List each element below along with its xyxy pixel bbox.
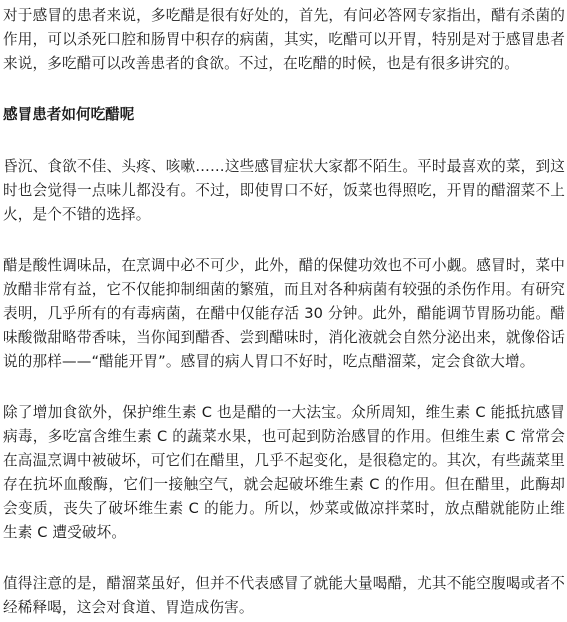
intro-paragraph: 对于感冒的患者来说，多吃醋是很有好处的，首先，有问必答网专家指出，醋有杀菌的作用，可以杀死口腔和肠胃中积存的病菌，其实，吃醋可以开胃，特别是对于感冒患者来说，多吃醋可以改善患者的食欲。不过，在吃醋的时候，也是有很多讲究的。 (3, 7, 565, 72)
vinegar-benefits-paragraph: 醋是酸性调味品，在烹调中必不可少，此外，醋的保健功效也不可小觑。感冒时，菜中放醋非常有益，它不仅能抑制细菌的繁殖，而且对各种病菌有较强的杀伤作用。有研究表明，几乎所有的有毒病菌，在醋中仅能存活 30 分钟。此外，醋能调节胃肠功能。醋味酸微甜略带香味，当你闻到醋香、尝到醋味时，消化液就会自然分泌出来，就像俗话说的那样——“醋能开胃”。感冒的病人胃口不好时，吃点醋溜菜，定会食欲大增。 (3, 257, 565, 370)
section-heading: 感冒患者如何吃醋呢 (3, 106, 135, 123)
symptoms-paragraph: 昏沉、食欲不佳、头疼、咳嗽……这些感冒症状大家都不陌生。平时最喜欢的菜，到这时也会觉得一点味儿都没有。不过，即使胃口不好，饭菜也得照吃，开胃的醋溜菜不上火，是个不错的选择。 (3, 158, 565, 223)
vitamin-c-paragraph: 除了增加食欲外，保护维生素 C 也是醋的一大法宝。众所周知，维生素 C 能抵抗感冒病毒，多吃富含维生素 C 的蔬菜水果，也可起到防治感冒的作用。但维生素 C 常常会在高温烹调中被破坏，可它们在醋里，几乎不起变化，是很稳定的。其次，有些蔬菜里存在抗坏血酸酶，它们一接触空气，就会起破坏维生素 C 的作用。但在醋里，此酶却会变质，丧失了破坏维生素 C 的能力。所以，炒菜或做凉拌菜时，放点醋就能防止维生素 C 遭受破坏。 (3, 404, 565, 541)
caution-paragraph: 值得注意的是，醋溜菜虽好，但并不代表感冒了就能大量喝醋，尤其不能空腹喝或者不经稀释喝，这会对食道、胃造成伤害。 (3, 575, 565, 616)
